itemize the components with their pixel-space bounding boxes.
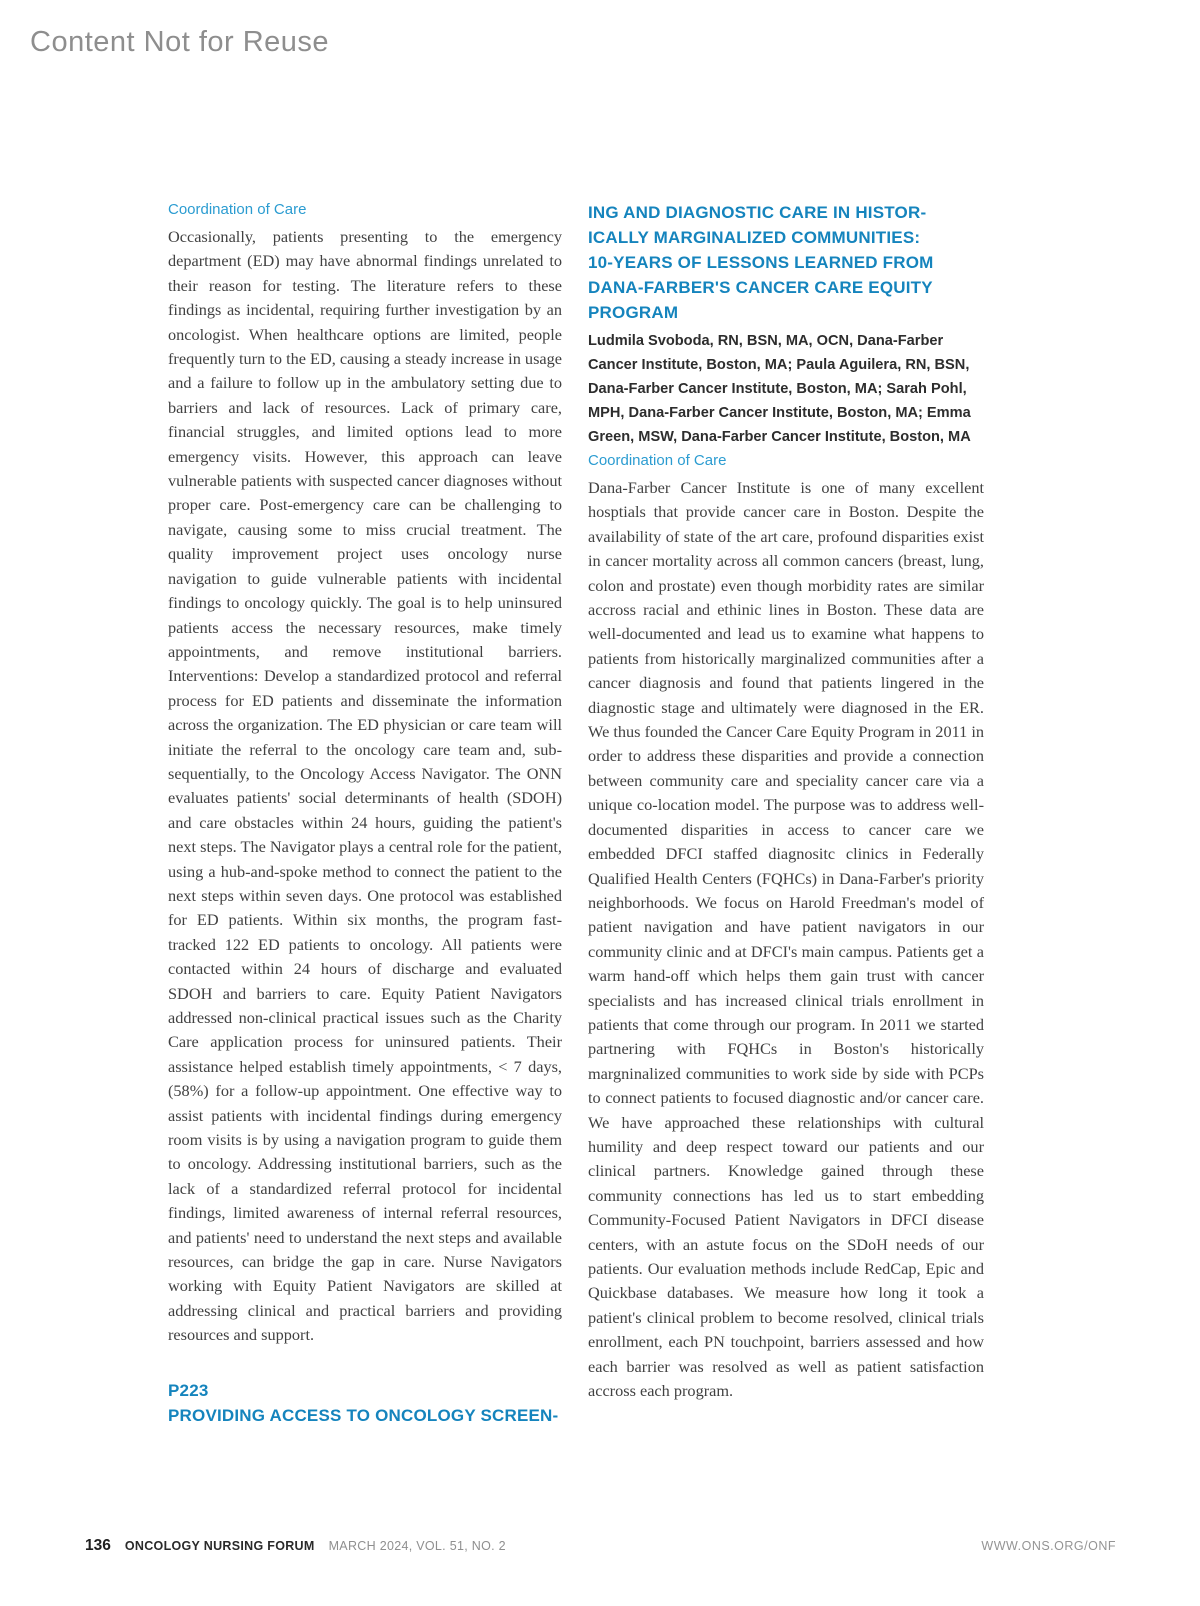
title-line: ICALLY MARGINALIZED COMMUNITIES: [588, 228, 921, 247]
footer-left [85, 1537, 506, 1555]
title-line: 10-YEARS OF LESSONS LEARNED FROM [588, 253, 934, 272]
journal-website: WWW.ONS.ORG/ONF [981, 1539, 1116, 1553]
page-number: 136 [85, 1537, 111, 1554]
journal-name: ONCOLOGY NURSING FORUM [124, 1539, 315, 1553]
page-footer [85, 1537, 1116, 1555]
right-column [588, 200, 984, 1403]
title-line: DANA-FARBER'S CANCER CARE EQUITY [588, 278, 933, 297]
left-column [168, 200, 562, 1428]
abstract-body-right: Dana-Farber Cancer Institute is one of many excellent hosptials that provide cancer care in Boston. Despite the availability of state of the art care, profound disparities exist in cancer mortality across all common cancers (breast, lung, colon and prostate) even though morbidity rates are similar accross racial and ethinic lines in Boston. These data are well-documented and lead us to examine what happens to patients from historically marginalized communities after a cancer diagnosis and found that patients lingered in the diagnostic stage and ultimately were diagnosed in the ER. We thus founded the Cancer Care Equity Program in 2011 in order to address these disparities and provide a connection between community care and speciality cancer care via a unique co-location model. The purpose was to address well-documented disparities in access to cancer care we embedded DFCI staffed diagnositc clinics in Federally Qualified Health Centers (FQHCs) in Dana-Farber's priority neighborhoods. We focus on Harold Freedman's model of patient navigation and have patient navigators in our community clinic and at DFCI's main campus. Patients get a warm hand-off which helps them gain trust with cancer specialists and has increased clinical trials enrollment in patients that come through our program. In 2011 we started partnering with FQHCs in Boston's historically margninalized communities to work side by side with PCPs to connect patients to focused diagnostic and/or cancer care. We have approached these relationships with cultural humility and deep respect toward our patients and our clinical partners. Knowledge gained through these community connections has led us to start embedding Community-Focused Patient Navigators in DFCI disease centers, with an astute focus on the SDoH needs of our patients. Our evaluation methods include RedCap, Epic and Quickbase databases. We measure how long it took a patient's clinical problem to become resolved, clinical trials enrollment, each PN touchpoint, barriers assessed and how each barrier was resolved as well as patient satisfaction accross each program. [588, 478, 984, 1401]
abstract-number: P223 [168, 1380, 209, 1400]
author-affiliations: Ludmila Svoboda, RN, BSN, MA, OCN, Dana-Farber Cancer Institute, Boston, MA; Paula Aguilera, RN, BSN, Dana-Farber Cancer Institute, Boston, MA; Sarah Pohl, MPH, Dana-Farber Cancer Institute, Boston, MA; Emma Green, MSW, Dana-Farber Cancer Institute, Boston, MA [588, 333, 971, 445]
content-not-for-reuse-watermark: Content Not for Reuse [30, 26, 330, 58]
abstract-body-left: Occasionally, patients presenting to the emergency department (ED) may have abnormal findings unrelated to their reason for testing. The literature refers to these findings as incidental, requiring further investigation by an oncologist. When healthcare options are limited, people frequently turn to the ED, causing a steady increase in usage and a failure to follow up in the ambulatory setting due to barriers and lack of resources. Lack of primary care, financial struggles, and limited options lead to more emergency visits. However, this approach can leave vulnerable patients with suspected cancer diagnoses without proper care. Post-emergency care can be challenging to navigate, causing some to miss crucial treatment. The quality improvement project uses oncology nurse navigation to guide vulnerable patients with incidental findings to oncology quickly. The goal is to help uninsured patients access the necessary resources, make timely appointments, and remove institutional barriers. Interventions: Develop a standardized protocol and referral process for ED patients and disseminate the information across the organization. The ED physician or care team will initiate the referral to the oncology care team and, sub-sequentially, to the Oncology Access Navigator. The ONN evaluates patients' social determinants of health (SDOH) and care obstacles within 24 hours, guiding the patient's next steps. The Navigator plays a central role for the patient, using a hub-and-spoke method to connect the patient to the next steps within seven days. One protocol was established for ED patients. Within six months, the program fast-tracked 122 ED patients to oncology. All patients were contacted within 24 hours of discharge and evaluated SDOH and barriers to care. Equity Patient Navigators addressed non-clinical practical issues such as the Charity Care application process for uninsured patients. Their assistance helped establish timely appointments, < 7 days, (58%) for a follow-up appointment. One effective way to assist patients with incidental findings during emergency room visits is by using a navigation program to guide them to oncology. Addressing institutional barriers, such as the lack of a standardized referral protocol for incidental findings, limited awareness of internal referral resources, and patients' need to understand the next steps and available resources, can bridge the gap in care. Nurse Navigators working with Equity Patient Navigators are skilled at addressing clinical and practical barriers and providing resources and support. [168, 227, 562, 1345]
session-label-left: Coordination of Care [168, 201, 307, 218]
title-line: PROGRAM [588, 303, 679, 322]
session-label-right: Coordination of Care [588, 452, 727, 469]
issue-info: MARCH 2024, VOL. 51, NO. 2 [328, 1539, 506, 1553]
title-line: ING AND DIAGNOSTIC CARE IN HISTOR- [588, 203, 927, 222]
abstract-title-start: PROVIDING ACCESS TO ONCOLOGY SCREEN- [168, 1405, 559, 1425]
abstract-title-continued [588, 200, 984, 325]
